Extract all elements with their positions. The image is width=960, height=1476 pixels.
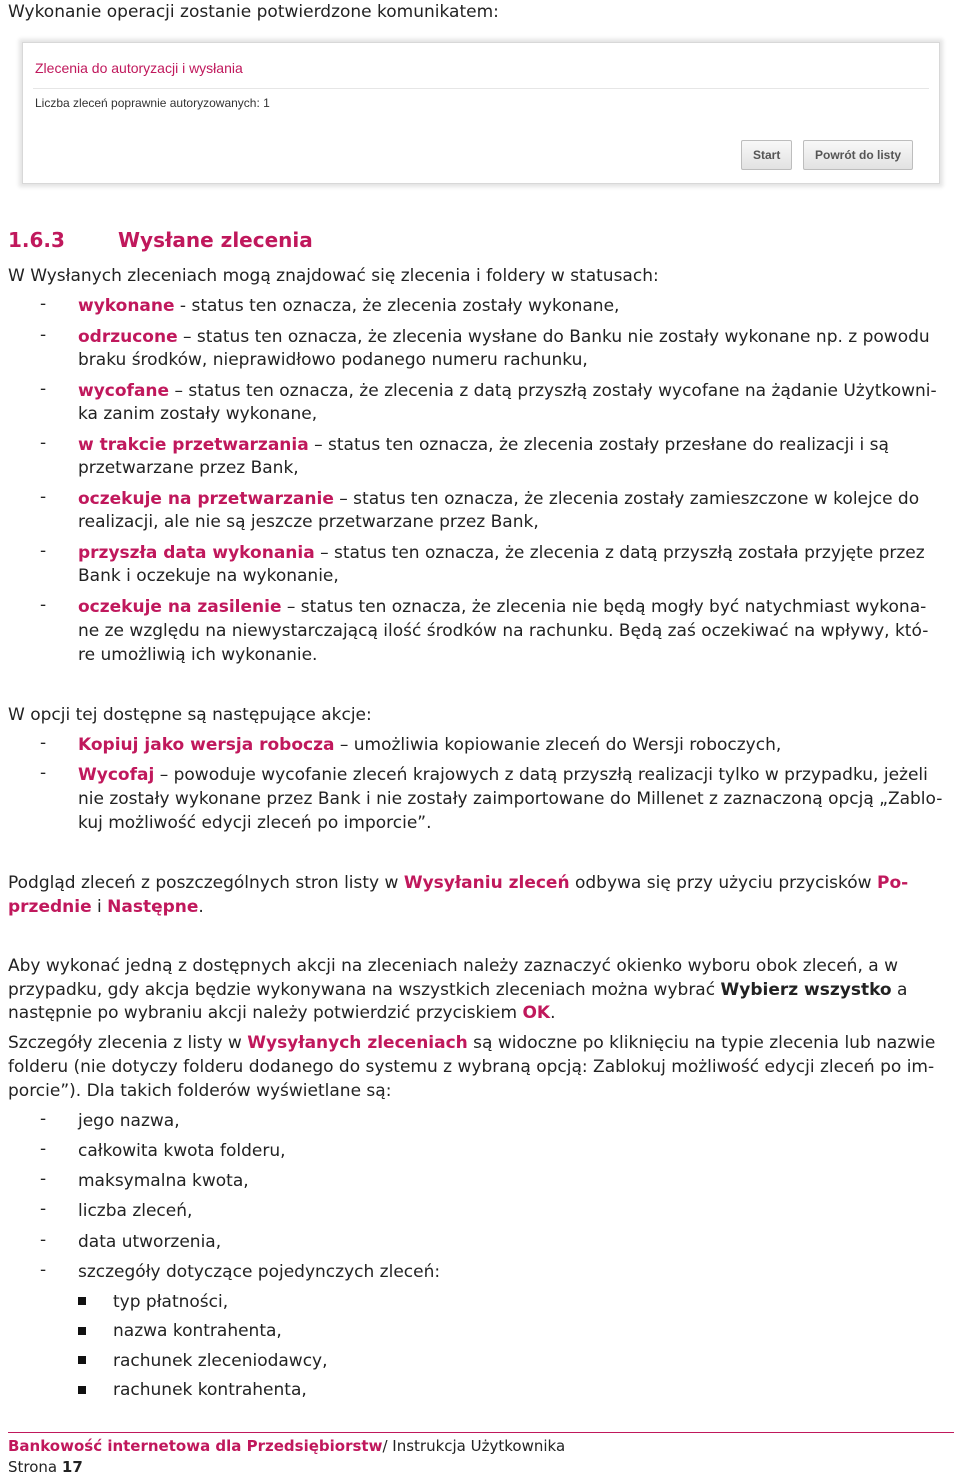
text-span: są widoczne po kliknięciu na typie zlecenia lub nazwie (467, 1033, 936, 1053)
screenshot-count-text: Liczba zleceń poprawnie autoryzowanych: 1 (35, 96, 270, 110)
status-desc: – status ten oznacza, że zlecenia wysłane do Banku nie zostały wykonane np. z powodu (177, 327, 930, 347)
status-term: w trakcie przetwarzania (78, 435, 309, 455)
dash: - (40, 1199, 47, 1219)
section-number: 1.6.3 (8, 228, 65, 252)
list-item-line (78, 379, 937, 403)
status-desc-cont: przetwarzane przez Bank, (78, 458, 299, 478)
text-span: przypadku, gdy akcja będzie wykonywana na wszystkich zleceniach można wybrać (8, 980, 721, 1000)
status-desc-cont: re umożliwią ich wykonanie. (78, 645, 318, 665)
dash: - (40, 541, 47, 561)
list-item: jego nazwa, (78, 1111, 180, 1131)
screenshot-divider (33, 88, 929, 89)
text-span: . (198, 897, 204, 917)
status-term: wykonane (78, 296, 175, 316)
footer-subtitle: / Instrukcja Użytkownika (382, 1437, 566, 1455)
list-item-line (78, 763, 928, 787)
list-item-line (78, 433, 889, 457)
list-item: data utworzenia, (78, 1232, 222, 1252)
square-bullet-icon (78, 1327, 86, 1335)
nastepne-term: Następne (107, 897, 199, 917)
dash: - (40, 1230, 47, 1250)
text-span: i (91, 897, 108, 917)
square-bullet-icon (78, 1297, 86, 1305)
ok-term: OK (522, 1003, 551, 1023)
text-span: odbywa się przy użyciu przycisków (569, 873, 877, 893)
confirmation-screenshot (22, 42, 940, 184)
wysylane-term: Wysyłanych zleceniach (247, 1033, 468, 1053)
list-item-line (78, 294, 619, 318)
status-desc: - status ten oznacza, że zlecenia zostały wykonane, (174, 296, 620, 316)
dash: - (40, 1260, 47, 1280)
action-desc-cont: nie zostały wykonane przez Bank i nie zostały zaimportowane do Millenet z zaznaczoną opcją „Zablo- (78, 789, 943, 809)
list-item: nazwa kontrahenta, (113, 1321, 282, 1341)
text-span: a (891, 980, 908, 1000)
action-desc: – umożliwia kopiowanie zleceń do Wersji roboczych, (334, 735, 782, 755)
preview-paragraph-cont (8, 895, 204, 919)
back-to-list-button[interactable]: Powrót do listy (803, 140, 913, 170)
list-item-line (78, 595, 926, 619)
status-desc-cont: ne ze względu na niewystarczającą ilość środków na rachunku. Będą zaś oczekiwać na wpływy, któ- (78, 621, 929, 641)
footer-divider (8, 1432, 954, 1433)
status-term: wycofane (78, 381, 170, 401)
wysylanie-term: Wysyłaniu zleceń (403, 873, 570, 893)
preview-paragraph (8, 871, 908, 895)
list-item: rachunek zleceniodawcy, (113, 1351, 328, 1371)
list-item-line (78, 541, 925, 565)
text-span: . (550, 1003, 556, 1023)
page-number-line (8, 1458, 83, 1476)
poprzednie-term: Po- (877, 873, 909, 893)
list-item: rachunek kontrahenta, (113, 1380, 307, 1400)
status-term: odrzucone (78, 327, 178, 347)
status-desc: – status ten oznacza, że zlecenia z datą przyszłą została przyjęte przez (314, 543, 925, 563)
footer-title: Bankowość internetowa dla Przedsiębiorstw (8, 1437, 383, 1455)
status-term: oczekuje na przetwarzanie (78, 489, 334, 509)
details-paragraph (8, 1031, 935, 1055)
select-paragraph-line3 (8, 1001, 556, 1025)
square-bullet-icon (78, 1386, 86, 1394)
status-desc: – status ten oznacza, że zlecenia nie będą mogły być natychmiast wykona- (281, 597, 927, 617)
dash: - (40, 379, 47, 399)
list-item: całkowita kwota folderu, (78, 1141, 286, 1161)
status-desc: – status ten oznacza, że zlecenia zostały zamieszczone w kolejce do (333, 489, 920, 509)
page-number: 17 (61, 1458, 83, 1476)
dash: - (40, 433, 47, 453)
dash: - (40, 595, 47, 615)
square-bullet-icon (78, 1356, 86, 1364)
status-desc: – status ten oznacza, że zlecenia zostały przesłane do realizacji i są (308, 435, 889, 455)
actions-intro: W opcji tej dostępne są następujące akcje: (8, 705, 372, 725)
status-term: przyszła data wykonania (78, 543, 315, 563)
status-desc-cont: ka zanim zostały wykonane, (78, 404, 318, 424)
dash: - (40, 294, 47, 314)
details-paragraph-line2: folderu (nie dotyczy folderu dodanego do systemu z wybraną opcją: Zablokuj możliwość edycji zleceń po im- (8, 1057, 935, 1077)
dash: - (40, 763, 47, 783)
status-desc-cont: Bank i oczekuje na wykonanie, (78, 566, 339, 586)
dash: - (40, 487, 47, 507)
section-intro: W Wysłanych zleceniach mogą znajdować się zlecenia i foldery w statusach: (8, 266, 659, 286)
intro-text: Wykonanie operacji zostanie potwierdzone komunikatem: (8, 2, 499, 22)
screenshot-title: Zlecenia do autoryzacji i wysłania (35, 60, 243, 76)
status-desc: – status ten oznacza, że zlecenia z datą przyszłą zostały wycofane na żądanie Użytkowni- (169, 381, 937, 401)
list-item: typ płatności, (113, 1292, 229, 1312)
list-item-line (78, 733, 781, 757)
poprzednie-term-cont: przednie (8, 897, 92, 917)
list-item: szczegóły dotyczące pojedynczych zleceń: (78, 1262, 441, 1282)
text-span: następnie po wybraniu akcji należy potwierdzić przyciskiem (8, 1003, 523, 1023)
page-label: Strona (8, 1458, 62, 1476)
wybierz-wszystko-term: Wybierz wszystko (720, 980, 892, 1000)
section-title: Wysłane zlecenia (118, 228, 313, 252)
action-term: Wycofaj (78, 765, 155, 785)
status-desc-cont: realizacji, ale nie są jeszcze przetwarzane przez Bank, (78, 512, 539, 532)
details-paragraph-line3: porcie”). Dla takich folderów wyświetlane są: (8, 1081, 392, 1101)
text-span: Podgląd zleceń z poszczególnych stron listy w (8, 873, 404, 893)
footer-title-line (8, 1437, 565, 1455)
status-term: oczekuje na zasilenie (78, 597, 282, 617)
dash: - (40, 325, 47, 345)
list-item-line (78, 325, 930, 349)
list-item-line (78, 487, 919, 511)
dash: - (40, 1169, 47, 1189)
select-paragraph: Aby wykonać jedną z dostępnych akcji na zleceniach należy zaznaczyć okienko wyboru obok zleceń, a w (8, 956, 898, 976)
action-desc: – powoduje wycofanie zleceń krajowych z datą przyszłą realizacji tylko w przypadku, jeżeli (154, 765, 928, 785)
dash: - (40, 1109, 47, 1129)
select-paragraph-line2 (8, 978, 907, 1002)
text-span: Szczegóły zlecenia z listy w (8, 1033, 248, 1053)
dash: - (40, 1139, 47, 1159)
status-desc-cont: braku środków, nieprawidłowo podanego numeru rachunku, (78, 350, 588, 370)
action-desc-cont: kuj możliwość edycji zleceń po imporcie”. (78, 813, 432, 833)
list-item: maksymalna kwota, (78, 1171, 249, 1191)
list-item: liczba zleceń, (78, 1201, 193, 1221)
action-term: Kopiuj jako wersja robocza (78, 735, 335, 755)
dash: - (40, 733, 47, 753)
start-button[interactable]: Start (741, 140, 792, 170)
